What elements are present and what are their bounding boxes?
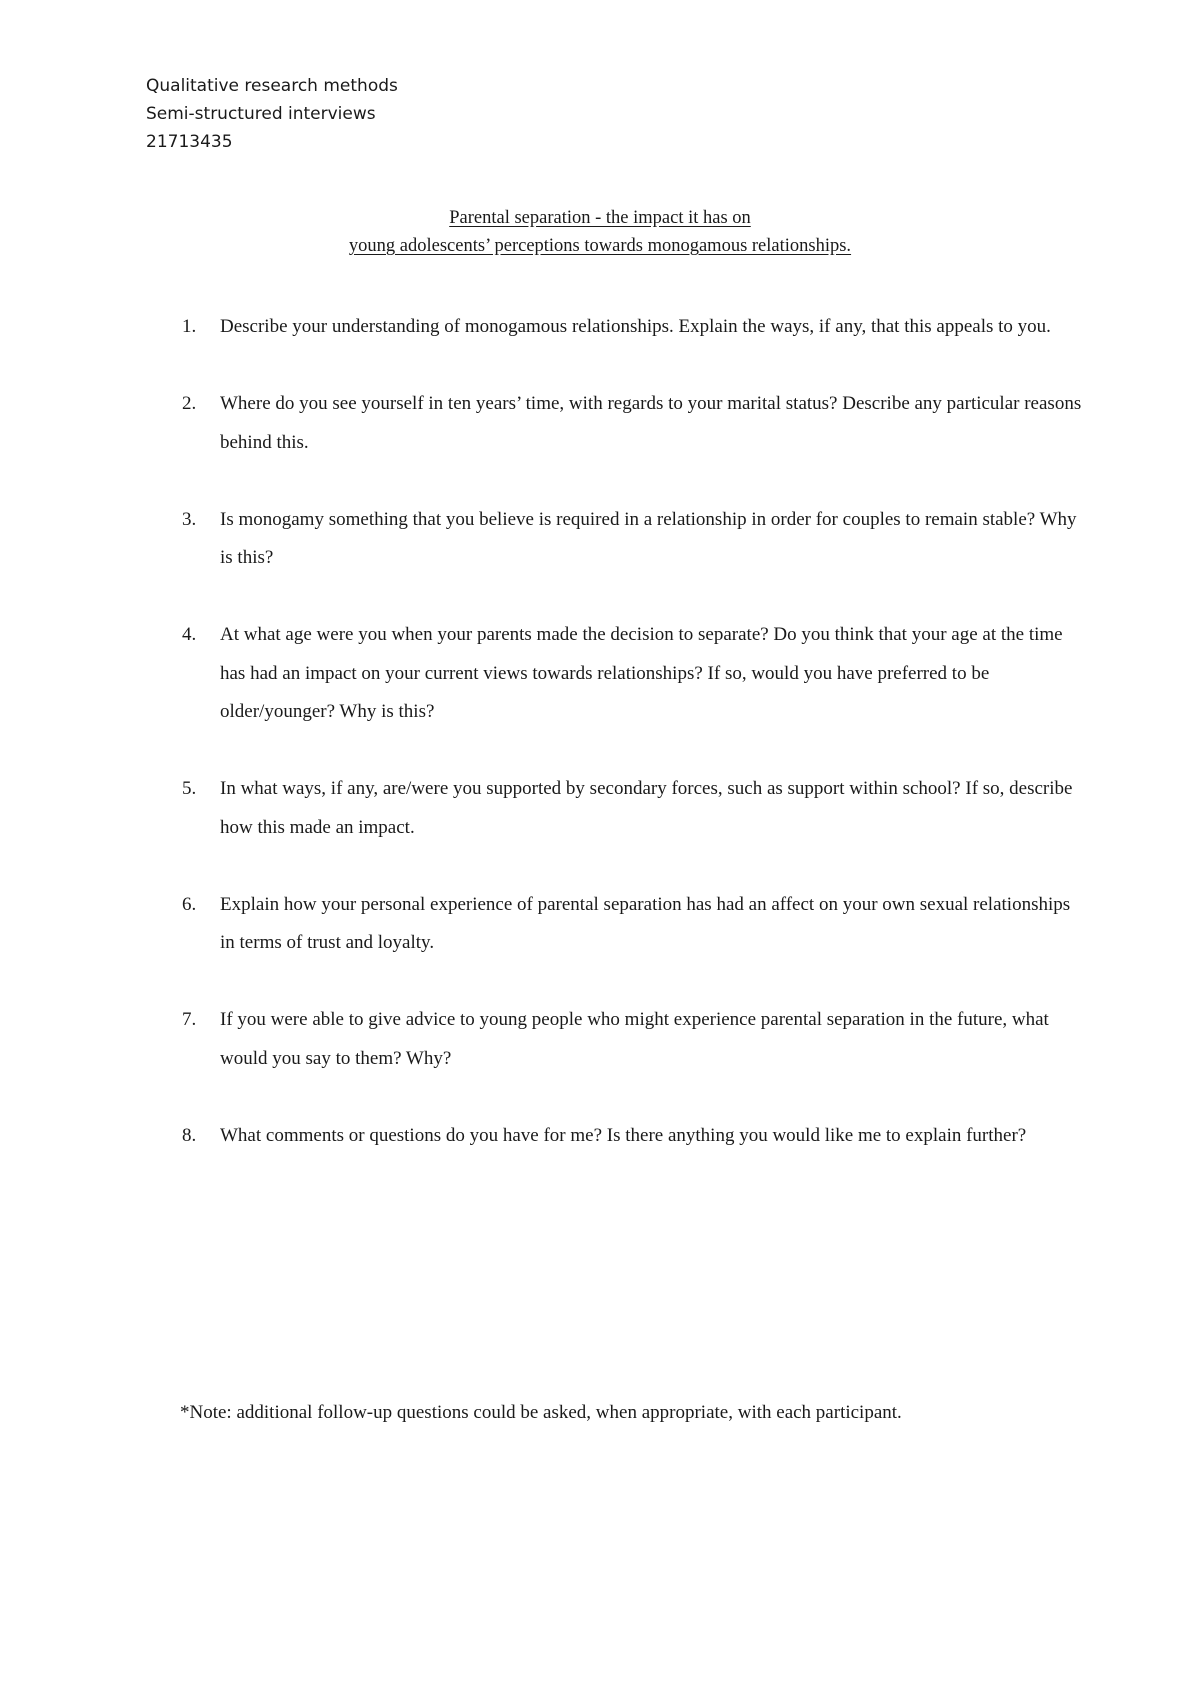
question-text: Describe your understanding of monogamous relationships. Explain the ways, if any, that this appeals to you. <box>220 316 1051 337</box>
question-number: 7. <box>182 1009 197 1030</box>
student-id: 21713435 <box>146 132 233 152</box>
question-number: 5. <box>182 778 197 799</box>
question-text: What comments or questions do you have for me? Is there anything you would like me to explain further? <box>220 1124 1027 1146</box>
question-text: Explain how your personal experience of parental separation has had an affect on your own sexual relationships in terms of trust and loyalty. <box>220 893 1071 953</box>
question-number: 3. <box>182 508 197 530</box>
question-text: Where do you see yourself in ten years’ time, with regards to your marital status? Describe any particular reasons behind this. <box>220 393 1082 453</box>
question-item <box>146 308 1086 347</box>
question-item <box>146 385 1086 462</box>
course-name: Qualitative research methods <box>146 76 398 96</box>
title-line-1: Parental separation - the impact it has on <box>449 208 751 228</box>
question-number: 2. <box>182 393 197 414</box>
question-number: 1. <box>182 316 197 337</box>
question-list <box>146 308 1086 1194</box>
question-text: In what ways, if any, are/were you supported by secondary forces, such as support within school? If so, describe how this made an impact. <box>220 778 1073 838</box>
question-item <box>146 770 1086 847</box>
document-header <box>146 72 398 156</box>
question-item <box>146 616 1086 732</box>
method-name: Semi-structured interviews <box>146 104 376 124</box>
question-text: Is monogamy something that you believe is required in a relationship in order for couples to remain stable? Why is this? <box>220 508 1077 568</box>
question-number: 6. <box>182 893 197 915</box>
question-item <box>146 1001 1086 1078</box>
question-item <box>146 501 1086 578</box>
question-item <box>146 1117 1086 1156</box>
footnote: *Note: additional follow-up questions could be asked, when appropriate, with each participant. <box>180 1402 902 1423</box>
title-line-2: young adolescents’ perceptions towards monogamous relationships. <box>348 236 852 256</box>
question-text: If you were able to give advice to young people who might experience parental separation in the future, what would you say to them? Why? <box>220 1009 1049 1069</box>
question-item <box>146 886 1086 963</box>
question-number: 8. <box>182 1124 197 1146</box>
document-title <box>0 204 1200 260</box>
question-text: At what age were you when your parents made the decision to separate? Do you think that your age at the time has had an impact on your current views towards relationships? If so, would you have preferred to be older/younger? Why is this? <box>220 624 1063 722</box>
question-number: 4. <box>182 624 197 645</box>
